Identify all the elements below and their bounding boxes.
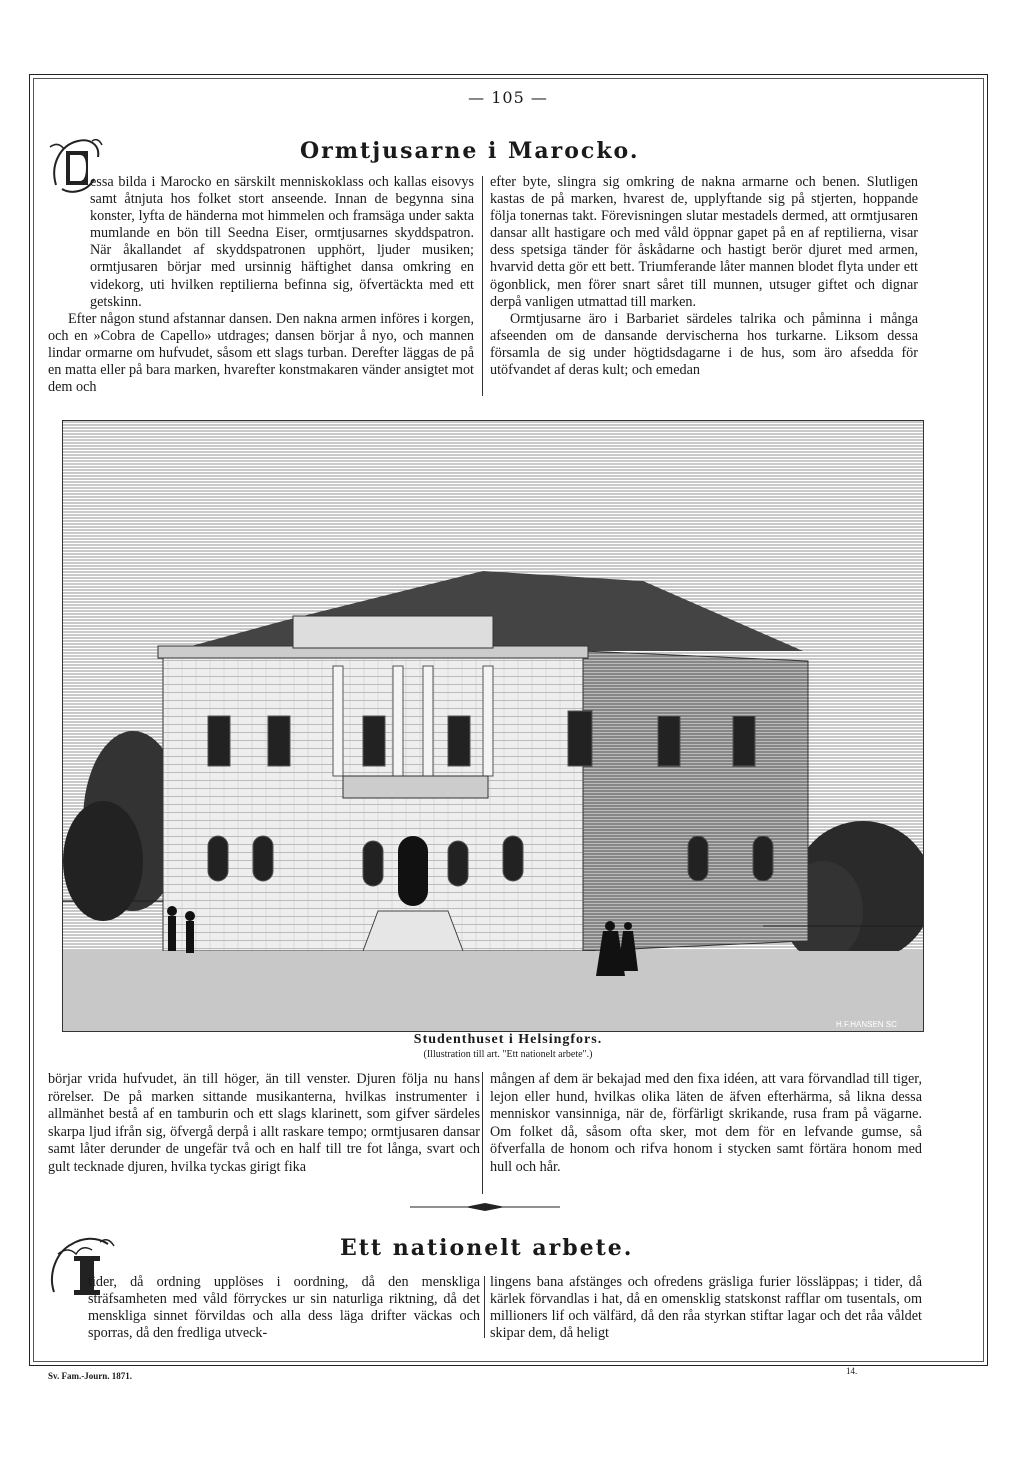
article1-column-2	[490, 174, 918, 379]
footer-journal: Sv. Fam.-Journ. 1871.	[48, 1371, 133, 1381]
column-rule	[482, 176, 483, 396]
page-number: — 105 —	[468, 88, 548, 107]
paragraph: Efter någon stund afstannar dansen. Den nakna armen införes i korgen, och en »Cobra de Capello» utdrages; dansen börjar å nyo, och mannen lindar ormarne om hufvudet, såsom ett slags turban. Derefter läggas de på en matta eller på bara marken, hvarefter konstmakaren vänder ansigtet mot dem och	[48, 310, 474, 396]
paragraph: Ormtjusarne äro i Barbariet särdeles talrika och påminna i många afseenden om de dansande dervischerna hos turkarne. Liksom dessa församla de sig under högtidsdagarne i de hus, som äro afsedda för utöfvandet af deras kult; och emedan	[490, 310, 918, 379]
illustration-subcaption: (Illustration till art. "Ett nationelt arbete".)	[423, 1049, 593, 1060]
article1-column-1	[48, 174, 474, 396]
column-rule	[482, 1072, 483, 1194]
paragraph: tider, då ordning upplöses i oordning, då den menskliga sträfsamheten med våld förryckes ur sin naturliga riktning, då det menskliga sinnet förvildas och alla dess läga drifter väckas och sporras, då den fredliga utveck-	[88, 1274, 480, 1342]
paragraph: essa bilda i Marocko en särskilt menniskoklass och kallas eisovys samt åtnjuta hos folket stort anseende. Innan de begynna sina konster, lyfta de händerna mot himmelen och framsäga under sakta mumlande en bön till Seedna Eiser, ormtjusarnes skyddspatron. När åkallandet af skyddspatronen upphört, ljuder musiken; ormtjusaren börjar med ursinnig häftighet dansa omkring en videkorg, uti hvilken reptilierna befinna sig, öfvertäckta med ett getskinn.	[90, 174, 474, 310]
article2-column-2	[490, 1274, 922, 1342]
paragraph: efter byte, slingra sig omkring de nakna armarne och benen. Slutligen kastas de på marken, hvarest de, upplyftande sig på stjerten, hoppande följa tonernas takt. Förevisningen slutar mestadels dermed, att ormtjusaren dansar allt hastigare och med våld öppnar gapet på en af reptilierna, visar dess spetsiga tänder för åskådarne och hastigt berör djuret med armen, hvarvid detta gör ett bett. Triumferande låter mannen blodet flyta under ett ögonblick, men förer snart såret till munnen, utsuger giftet och dignar derpå vanligen utmattad till marken.	[490, 174, 918, 310]
engraver-signature: H.F.HANSEN SC	[836, 1020, 897, 1029]
illustration-caption: Studenthuset i Helsingfors.	[413, 1032, 603, 1047]
paragraph: mången af dem är bekajad med den fixa idéen, att vara förvandlad till tiger, lejon eller hund, hvilkas olika läten de äfven efterhärma, så likna dessa menniskor vansinniga, när de, förfärligt skrikande, rusa fram på vägarne. Om folket då, såsom ofta sker, mot dem för en lefvande gumse, så öfverfalla de honom och rifva honom i stycken samt förtära honom med hull och hår.	[490, 1071, 922, 1175]
footer-sheet-number: 14.	[846, 1366, 858, 1376]
illustration-studenthuset	[62, 420, 924, 1032]
article1-column-4	[490, 1071, 922, 1176]
ornament-divider	[410, 1203, 560, 1211]
column-rule	[484, 1276, 485, 1338]
article-title-ett-nationelt-arbete: Ett nationelt arbete.	[340, 1235, 634, 1261]
building-engraving-image	[63, 421, 923, 1031]
paragraph: börjar vrida hufvudet, än till höger, än till venster. Djuren följa nu hans rörelser. De på marken sittande musikanterna, hvilkas instrumenter i allmänhet bestå af en tamburin och ett slags klarinett, som gifver särdeles skarpa ljud ifrån sig, öfvergå derpå i allt raskare tempo; ormtjusaren dansar samt låter derunder de ungefär två och en half till tre fot långa, svart och gult tecknade djuren, hvilka tyckas girigt fika	[48, 1071, 480, 1175]
article-title-ormtjusarne: Ormtjusarne i Marocko.	[300, 138, 640, 164]
article1-column-3	[48, 1071, 480, 1176]
article2-column-1	[48, 1274, 480, 1342]
paragraph: lingens bana afstänges och ofredens gräsliga furier lössläppas; i tider, då kärlek förvandlas i hat, då en omensklig statskonst rafflar om tusentals, om millioners lif och välfärd, då den råa styrkan stiftar lagar och det råa våldet skipar dem, då heligt	[490, 1274, 922, 1342]
